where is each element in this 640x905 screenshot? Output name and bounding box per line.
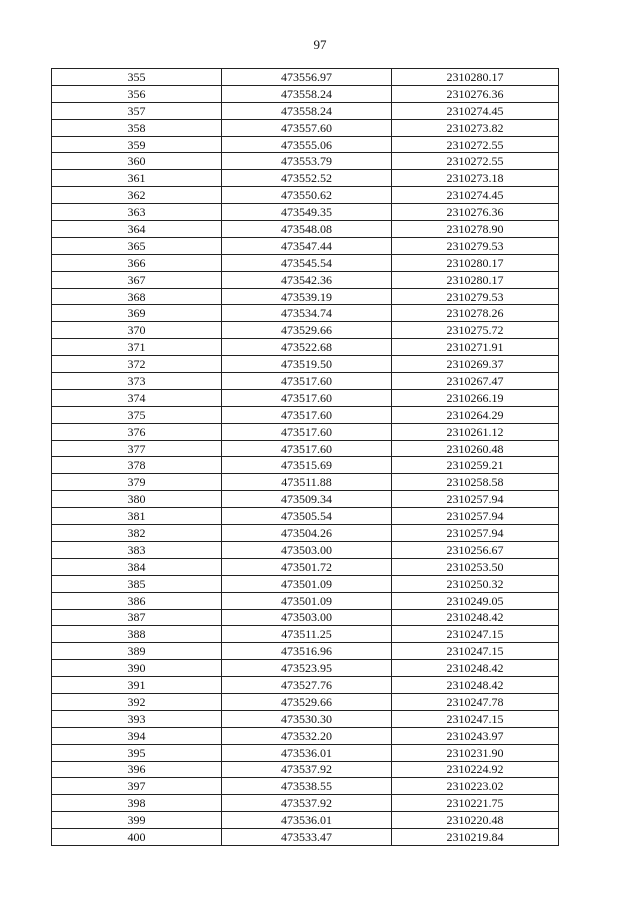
y-coordinate-cell: 2310279.53 [392,237,559,254]
table-row [52,254,559,271]
point-number-cell: 370 [52,322,222,339]
y-coordinate-cell: 2310247.15 [392,643,559,660]
point-number-cell: 358 [52,119,222,136]
x-coordinate-cell: 473542.36 [222,271,392,288]
table-row [52,271,559,288]
y-coordinate-cell: 2310220.48 [392,812,559,829]
y-coordinate-cell: 2310279.53 [392,288,559,305]
point-number-cell: 395 [52,744,222,761]
table-row [52,389,559,406]
y-coordinate-cell: 2310276.36 [392,85,559,102]
y-coordinate-cell: 2310274.45 [392,187,559,204]
y-coordinate-cell: 2310278.90 [392,221,559,238]
point-number-cell: 357 [52,102,222,119]
y-coordinate-cell: 2310273.18 [392,170,559,187]
point-number-cell: 390 [52,660,222,677]
table-row [52,744,559,761]
point-number-cell: 387 [52,609,222,626]
x-coordinate-cell: 473533.47 [222,829,392,846]
point-number-cell: 400 [52,829,222,846]
y-coordinate-cell: 2310259.21 [392,457,559,474]
point-number-cell: 364 [52,221,222,238]
table-row [52,609,559,626]
table-row [52,727,559,744]
table-row [52,643,559,660]
point-number-cell: 397 [52,778,222,795]
x-coordinate-cell: 473537.92 [222,795,392,812]
point-number-cell: 394 [52,727,222,744]
table-row [52,474,559,491]
x-coordinate-cell: 473536.01 [222,744,392,761]
point-number-cell: 356 [52,85,222,102]
point-number-cell: 382 [52,525,222,542]
point-number-cell: 365 [52,237,222,254]
coordinate-table [51,68,559,846]
y-coordinate-cell: 2310273.82 [392,119,559,136]
x-coordinate-cell: 473517.60 [222,423,392,440]
y-coordinate-cell: 2310280.17 [392,69,559,86]
table-row [52,373,559,390]
table-row [52,525,559,542]
point-number-cell: 392 [52,693,222,710]
y-coordinate-cell: 2310276.36 [392,204,559,221]
point-number-cell: 384 [52,558,222,575]
y-coordinate-cell: 2310221.75 [392,795,559,812]
y-coordinate-cell: 2310264.29 [392,406,559,423]
table-row [52,187,559,204]
y-coordinate-cell: 2310257.94 [392,491,559,508]
point-number-cell: 399 [52,812,222,829]
x-coordinate-cell: 473503.00 [222,541,392,558]
table-row [52,812,559,829]
x-coordinate-cell: 473537.92 [222,761,392,778]
point-number-cell: 361 [52,170,222,187]
x-coordinate-cell: 473545.54 [222,254,392,271]
table-row [52,237,559,254]
table-row [52,795,559,812]
y-coordinate-cell: 2310260.48 [392,440,559,457]
x-coordinate-cell: 473553.79 [222,153,392,170]
y-coordinate-cell: 2310248.42 [392,660,559,677]
table-row [52,508,559,525]
x-coordinate-cell: 473511.25 [222,626,392,643]
point-number-cell: 362 [52,187,222,204]
x-coordinate-cell: 473501.09 [222,575,392,592]
x-coordinate-cell: 473547.44 [222,237,392,254]
y-coordinate-cell: 2310278.26 [392,305,559,322]
table-row [52,406,559,423]
y-coordinate-cell: 2310247.15 [392,710,559,727]
point-number-cell: 380 [52,491,222,508]
table-row [52,339,559,356]
table-row [52,322,559,339]
table-row [52,457,559,474]
point-number-cell: 379 [52,474,222,491]
point-number-cell: 374 [52,389,222,406]
table-row [52,356,559,373]
point-number-cell: 385 [52,575,222,592]
y-coordinate-cell: 2310248.42 [392,609,559,626]
point-number-cell: 368 [52,288,222,305]
table-row [52,204,559,221]
point-number-cell: 377 [52,440,222,457]
table-row [52,170,559,187]
y-coordinate-cell: 2310269.37 [392,356,559,373]
table-row [52,761,559,778]
y-coordinate-cell: 2310256.67 [392,541,559,558]
y-coordinate-cell: 2310250.32 [392,575,559,592]
table-row [52,423,559,440]
coordinate-table-body [52,69,559,846]
x-coordinate-cell: 473532.20 [222,727,392,744]
x-coordinate-cell: 473503.00 [222,609,392,626]
table-row [52,69,559,86]
table-row [52,136,559,153]
y-coordinate-cell: 2310261.12 [392,423,559,440]
x-coordinate-cell: 473548.08 [222,221,392,238]
y-coordinate-cell: 2310223.02 [392,778,559,795]
x-coordinate-cell: 473517.60 [222,373,392,390]
table-row [52,305,559,322]
table-row [52,626,559,643]
x-coordinate-cell: 473523.95 [222,660,392,677]
x-coordinate-cell: 473501.72 [222,558,392,575]
table-row [52,288,559,305]
x-coordinate-cell: 473530.30 [222,710,392,727]
y-coordinate-cell: 2310248.42 [392,677,559,694]
y-coordinate-cell: 2310231.90 [392,744,559,761]
y-coordinate-cell: 2310253.50 [392,558,559,575]
x-coordinate-cell: 473504.26 [222,525,392,542]
x-coordinate-cell: 473550.62 [222,187,392,204]
y-coordinate-cell: 2310280.17 [392,254,559,271]
table-row [52,558,559,575]
point-number-cell: 359 [52,136,222,153]
x-coordinate-cell: 473555.06 [222,136,392,153]
y-coordinate-cell: 2310257.94 [392,525,559,542]
y-coordinate-cell: 2310267.47 [392,373,559,390]
x-coordinate-cell: 473529.66 [222,322,392,339]
point-number-cell: 381 [52,508,222,525]
point-number-cell: 371 [52,339,222,356]
table-row [52,575,559,592]
x-coordinate-cell: 473536.01 [222,812,392,829]
point-number-cell: 386 [52,592,222,609]
y-coordinate-cell: 2310271.91 [392,339,559,356]
point-number-cell: 388 [52,626,222,643]
y-coordinate-cell: 2310266.19 [392,389,559,406]
x-coordinate-cell: 473557.60 [222,119,392,136]
y-coordinate-cell: 2310275.72 [392,322,559,339]
table-row [52,85,559,102]
table-row [52,440,559,457]
table-row [52,491,559,508]
x-coordinate-cell: 473511.88 [222,474,392,491]
x-coordinate-cell: 473519.50 [222,356,392,373]
table-row [52,778,559,795]
point-number-cell: 396 [52,761,222,778]
table-row [52,693,559,710]
table-row [52,119,559,136]
point-number-cell: 383 [52,541,222,558]
y-coordinate-cell: 2310247.78 [392,693,559,710]
y-coordinate-cell: 2310274.45 [392,102,559,119]
point-number-cell: 375 [52,406,222,423]
point-number-cell: 363 [52,204,222,221]
y-coordinate-cell: 2310224.92 [392,761,559,778]
x-coordinate-cell: 473501.09 [222,592,392,609]
x-coordinate-cell: 473558.24 [222,85,392,102]
y-coordinate-cell: 2310272.55 [392,153,559,170]
x-coordinate-cell: 473556.97 [222,69,392,86]
point-number-cell: 376 [52,423,222,440]
point-number-cell: 355 [52,69,222,86]
y-coordinate-cell: 2310247.15 [392,626,559,643]
point-number-cell: 389 [52,643,222,660]
x-coordinate-cell: 473517.60 [222,389,392,406]
table-row [52,592,559,609]
point-number-cell: 391 [52,677,222,694]
y-coordinate-cell: 2310272.55 [392,136,559,153]
y-coordinate-cell: 2310249.05 [392,592,559,609]
point-number-cell: 366 [52,254,222,271]
table-row [52,153,559,170]
y-coordinate-cell: 2310258.58 [392,474,559,491]
x-coordinate-cell: 473505.54 [222,508,392,525]
x-coordinate-cell: 473534.74 [222,305,392,322]
y-coordinate-cell: 2310280.17 [392,271,559,288]
point-number-cell: 398 [52,795,222,812]
y-coordinate-cell: 2310257.94 [392,508,559,525]
point-number-cell: 378 [52,457,222,474]
table-row [52,541,559,558]
x-coordinate-cell: 473552.52 [222,170,392,187]
y-coordinate-cell: 2310219.84 [392,829,559,846]
x-coordinate-cell: 473538.55 [222,778,392,795]
x-coordinate-cell: 473558.24 [222,102,392,119]
point-number-cell: 367 [52,271,222,288]
x-coordinate-cell: 473522.68 [222,339,392,356]
point-number-cell: 393 [52,710,222,727]
point-number-cell: 360 [52,153,222,170]
page-number: 97 [313,37,327,52]
table-row [52,221,559,238]
x-coordinate-cell: 473527.76 [222,677,392,694]
x-coordinate-cell: 473509.34 [222,491,392,508]
y-coordinate-cell: 2310243.97 [392,727,559,744]
x-coordinate-cell: 473515.69 [222,457,392,474]
x-coordinate-cell: 473517.60 [222,406,392,423]
x-coordinate-cell: 473517.60 [222,440,392,457]
table-row [52,829,559,846]
point-number-cell: 369 [52,305,222,322]
table-row [52,710,559,727]
table-row [52,102,559,119]
table-row [52,660,559,677]
x-coordinate-cell: 473529.66 [222,693,392,710]
table-row [52,677,559,694]
x-coordinate-cell: 473549.35 [222,204,392,221]
point-number-cell: 373 [52,373,222,390]
x-coordinate-cell: 473516.96 [222,643,392,660]
point-number-cell: 372 [52,356,222,373]
x-coordinate-cell: 473539.19 [222,288,392,305]
